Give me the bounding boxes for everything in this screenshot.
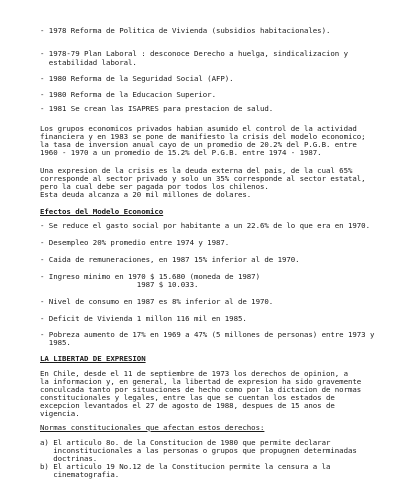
effect-item-cont: 1987 $ 10.033. bbox=[40, 280, 199, 289]
paragraph-line: Esta deuda alcanza a 20 mil millones de dolares. bbox=[40, 190, 252, 199]
effect-item: - Deficit de Vivienda 1 millon 116 mil en 1985. bbox=[40, 314, 247, 323]
bullet-isapres: - 1981 Se crean las ISAPRES para prestacion de salud. bbox=[40, 104, 274, 113]
section-heading-freedom: LA LIBERTAD DE EXPRESION bbox=[40, 354, 146, 363]
effect-item: - Ingreso minimo en 1970 $ 15.680 (moneda de 1987) bbox=[40, 272, 260, 281]
effect-item: - Caida de remuneraciones, en 1987 15% inferior al de 1970. bbox=[40, 255, 300, 264]
section-heading-effects: Efectos del Modelo Economico bbox=[40, 207, 164, 216]
norm-item-cont: doctrinas. bbox=[40, 454, 98, 463]
paragraph-line: pero la cual debe ser pagada por todos los chilenos. bbox=[40, 182, 269, 191]
bullet-plan-laboral-cont: estabilidad laboral. bbox=[40, 58, 137, 67]
paragraph-line: conculcada tanto por situaciones de hecho como por la dictacion de normas bbox=[40, 385, 362, 394]
paragraph-line: En Chile, desde el 11 de septiembre de 1973 los derechos de opinion, a bbox=[40, 369, 348, 378]
paragraph-line: Los grupos economicos privados habian asumido el control de la actividad bbox=[40, 124, 357, 133]
paragraph-line: 1960 - 1970 a un promedio de 15.2% del P.G.B. entre 1974 - 1987. bbox=[40, 148, 322, 157]
bullet-higher-education: - 1980 Reforma de la Educacion Superior. bbox=[40, 90, 216, 99]
norm-item: b) El articulo 19 No.12 de la Constitucion permite la censura a la bbox=[40, 462, 331, 471]
paragraph-line: la informacion y, en general, la libertad de expresion ha sido gravemente bbox=[40, 377, 362, 386]
paragraph-line: excepcion levantados el 27 de agosto de 1988, despues de 15 anos de bbox=[40, 401, 335, 410]
paragraph-line: corresponde al sector privado y solo un 35% corresponde al sector estatal, bbox=[40, 174, 366, 183]
bullet-1978-housing: - 1978 Reforma de Politica de Vivienda (subsidios habitacionales). bbox=[40, 26, 331, 35]
bullet-plan-laboral: - 1978-79 Plan Laboral : desconoce Derecho a huelga, sindicalizacion y bbox=[40, 49, 348, 58]
paragraph-line: Una expresion de la crisis es la deuda externa del pais, de la cual 65% bbox=[40, 166, 353, 175]
paragraph-line: constitucionales y legales, entre las que se cuentan los estados de bbox=[40, 393, 335, 402]
effect-item: - Desempleo 20% promedio entre 1974 y 1987. bbox=[40, 238, 230, 247]
effect-item: - Nivel de consumo en 1987 es 8% inferior al de 1970. bbox=[40, 297, 274, 306]
effect-item-cont: 1985. bbox=[40, 338, 71, 347]
norm-item-cont: cinematografia. bbox=[40, 470, 120, 479]
paragraph-line: financiera y en 1983 se pone de manifiesto la crisis del modelo economico; bbox=[40, 132, 366, 141]
norm-item-cont: inconstitucionales a las personas o grupos que propugnen determinadas bbox=[40, 446, 357, 455]
paragraph-line: vigencia. bbox=[40, 409, 80, 418]
bullet-social-security: - 1980 Reforma de la Seguridad Social (AFP). bbox=[40, 74, 234, 83]
effect-item: - Se reduce el gasto social por habitante a un 22.6% de lo que era en 1970. bbox=[40, 221, 370, 230]
paragraph-line: la tasa de inversion anual cayo de un promedio de 20.2% del P.G.B. entre bbox=[40, 140, 357, 149]
section-heading-norms: Normas constitucionales que afectan estos derechos: bbox=[40, 423, 265, 432]
effect-item: - Pobreza aumento de 17% en 1969 a 47% (5 millones de personas) entre 1973 y bbox=[40, 330, 375, 339]
norm-item: a) El articulo 8o. de la Constitucion de 1980 que permite declarar bbox=[40, 438, 331, 447]
